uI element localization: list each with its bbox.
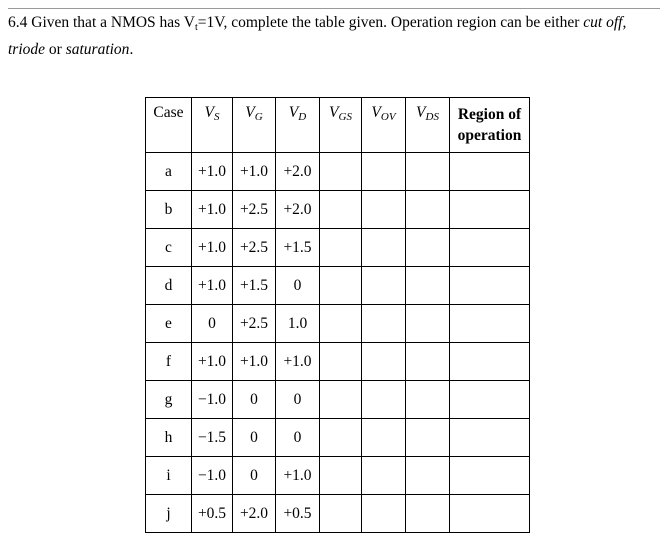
vs-cell: +1.0 <box>192 153 233 191</box>
table-body <box>146 153 530 533</box>
vs-cell: +1.0 <box>192 229 233 267</box>
header-vs: VS <box>192 98 233 153</box>
vt-subscript: t <box>195 22 198 33</box>
vd-cell: +2.0 <box>276 153 320 191</box>
table-row <box>146 153 530 191</box>
header-vg: VG <box>233 98 276 153</box>
table-row <box>146 305 530 343</box>
vd-cell: +1.5 <box>276 229 320 267</box>
vov-answer-cell[interactable] <box>362 343 406 381</box>
case-cell: g <box>146 381 192 419</box>
nmos-region-table <box>145 97 530 533</box>
case-cell: c <box>146 229 192 267</box>
table-row <box>146 267 530 305</box>
case-cell: d <box>146 267 192 305</box>
saturation-term: saturation <box>65 41 130 58</box>
vgs-answer-cell[interactable] <box>320 343 362 381</box>
region-answer-cell[interactable] <box>450 153 530 191</box>
vgs-answer-cell[interactable] <box>320 153 362 191</box>
case-cell: a <box>146 153 192 191</box>
vds-answer-cell[interactable] <box>406 191 450 229</box>
header-case: Case <box>146 98 192 153</box>
header-vov: VOV <box>362 98 406 153</box>
vov-answer-cell[interactable] <box>362 229 406 267</box>
vs-cell: 0 <box>192 305 233 343</box>
problem-text-1: Given that a NMOS has V <box>31 14 195 31</box>
case-cell: i <box>146 457 192 495</box>
vov-answer-cell[interactable] <box>362 267 406 305</box>
region-answer-cell[interactable] <box>450 457 530 495</box>
vd-cell: +1.0 <box>276 343 320 381</box>
vds-answer-cell[interactable] <box>406 419 450 457</box>
table-row <box>146 457 530 495</box>
vds-answer-cell[interactable] <box>406 153 450 191</box>
vov-answer-cell[interactable] <box>362 419 406 457</box>
table-row <box>146 381 530 419</box>
region-answer-cell[interactable] <box>450 381 530 419</box>
vds-answer-cell[interactable] <box>406 267 450 305</box>
case-cell: f <box>146 343 192 381</box>
header-vds: VDS <box>406 98 450 153</box>
vs-cell: +1.0 <box>192 267 233 305</box>
region-answer-cell[interactable] <box>450 343 530 381</box>
vs-cell: +1.0 <box>192 343 233 381</box>
vov-answer-cell[interactable] <box>362 381 406 419</box>
vov-answer-cell[interactable] <box>362 495 406 533</box>
or-text: or <box>45 41 66 58</box>
table-row <box>146 495 530 533</box>
cutoff-term: cut off, <box>583 14 627 31</box>
period: . <box>129 41 134 58</box>
vds-answer-cell[interactable] <box>406 495 450 533</box>
header-region: Region of operation <box>450 98 530 153</box>
vs-cell: −1.0 <box>192 457 233 495</box>
vs-cell: +1.0 <box>192 191 233 229</box>
vg-cell: 0 <box>233 419 276 457</box>
vgs-answer-cell[interactable] <box>320 495 362 533</box>
top-rule <box>8 8 660 9</box>
problem-text-2: =1V, complete the table given. Operation region can be either <box>197 14 584 31</box>
vs-cell: −1.0 <box>192 381 233 419</box>
vgs-answer-cell[interactable] <box>320 419 362 457</box>
table-row <box>146 191 530 229</box>
region-answer-cell[interactable] <box>450 419 530 457</box>
table-row <box>146 419 530 457</box>
vd-cell: +2.0 <box>276 191 320 229</box>
region-answer-cell[interactable] <box>450 305 530 343</box>
vg-cell: +2.5 <box>233 191 276 229</box>
case-cell: j <box>146 495 192 533</box>
table-row <box>146 343 530 381</box>
vgs-answer-cell[interactable] <box>320 267 362 305</box>
header-vd: VD <box>276 98 320 153</box>
vov-answer-cell[interactable] <box>362 457 406 495</box>
region-answer-cell[interactable] <box>450 229 530 267</box>
vg-cell: +1.0 <box>233 153 276 191</box>
vg-cell: 0 <box>233 457 276 495</box>
table-header-row <box>146 98 530 153</box>
vd-cell: 1.0 <box>276 305 320 343</box>
vs-cell: −1.5 <box>192 419 233 457</box>
problem-number: 6.4 <box>8 14 28 31</box>
table-row <box>146 229 530 267</box>
vov-answer-cell[interactable] <box>362 153 406 191</box>
vd-cell: 0 <box>276 419 320 457</box>
case-cell: h <box>146 419 192 457</box>
vg-cell: +1.0 <box>233 343 276 381</box>
vg-cell: 0 <box>233 381 276 419</box>
vov-answer-cell[interactable] <box>362 305 406 343</box>
vs-cell: +0.5 <box>192 495 233 533</box>
region-answer-cell[interactable] <box>450 267 530 305</box>
vg-cell: +2.5 <box>233 305 276 343</box>
vd-cell: 0 <box>276 381 320 419</box>
vgs-answer-cell[interactable] <box>320 191 362 229</box>
case-cell: b <box>146 191 192 229</box>
region-answer-cell[interactable] <box>450 191 530 229</box>
vg-cell: +1.5 <box>233 267 276 305</box>
vgs-answer-cell[interactable] <box>320 305 362 343</box>
vds-answer-cell[interactable] <box>406 457 450 495</box>
triode-term: triode <box>8 41 46 58</box>
vd-cell: +0.5 <box>276 495 320 533</box>
problem-statement <box>8 12 664 61</box>
region-answer-cell[interactable] <box>450 495 530 533</box>
case-cell: e <box>146 305 192 343</box>
vgs-answer-cell[interactable] <box>320 457 362 495</box>
header-vgs: VGS <box>320 98 362 153</box>
vd-cell: +1.0 <box>276 457 320 495</box>
vgs-answer-cell[interactable] <box>320 229 362 267</box>
vd-cell: 0 <box>276 267 320 305</box>
vds-answer-cell[interactable] <box>406 343 450 381</box>
vg-cell: +2.0 <box>233 495 276 533</box>
vds-answer-cell[interactable] <box>406 229 450 267</box>
vov-answer-cell[interactable] <box>362 191 406 229</box>
vds-answer-cell[interactable] <box>406 381 450 419</box>
vgs-answer-cell[interactable] <box>320 381 362 419</box>
vds-answer-cell[interactable] <box>406 305 450 343</box>
vg-cell: +2.5 <box>233 229 276 267</box>
